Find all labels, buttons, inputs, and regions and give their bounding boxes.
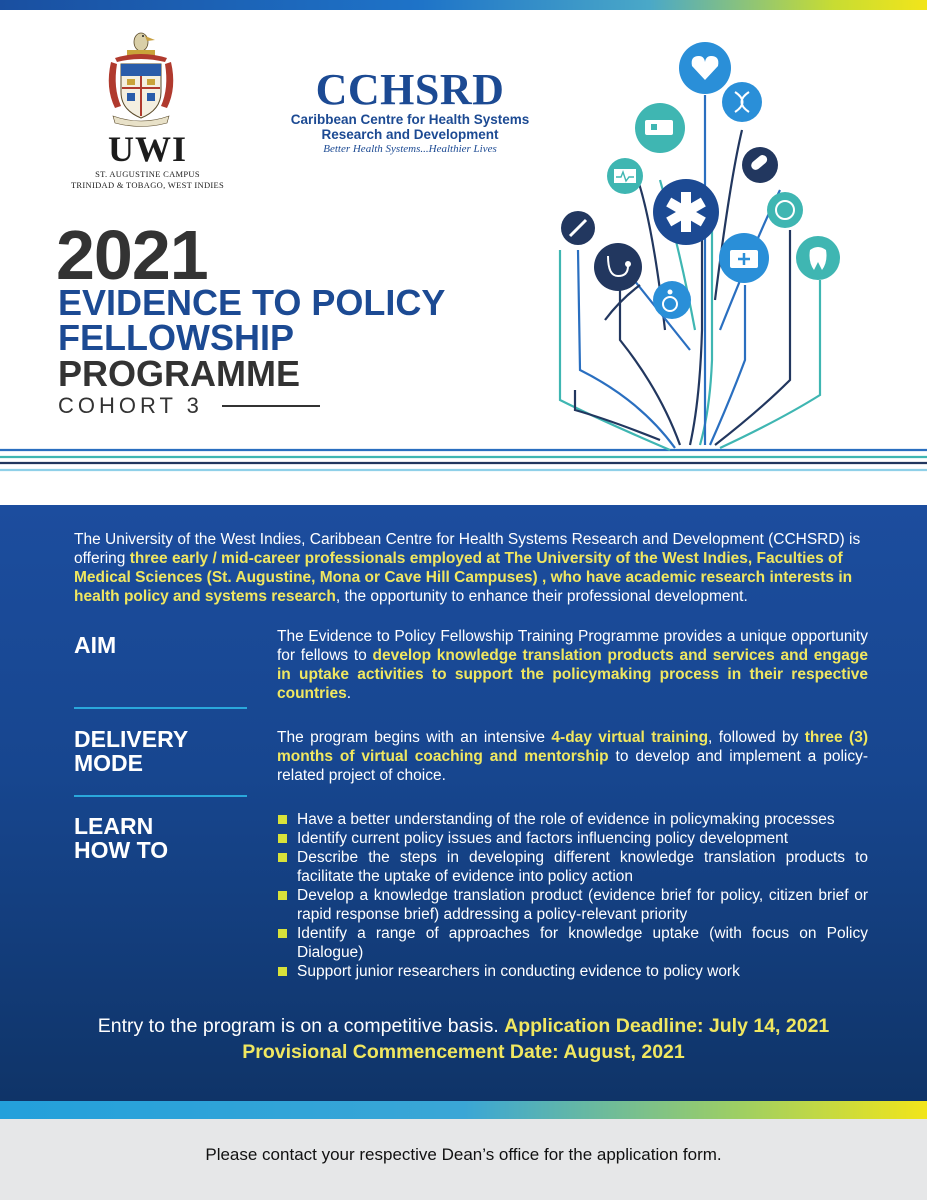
cohort-label: COHORT 3: [58, 393, 203, 418]
footer-contact-text: Please contact your respective Dean’s office for the application form.: [205, 1145, 722, 1164]
application-deadline: Application Deadline: July 14, 2021: [504, 1015, 830, 1037]
intro-paragraph: [74, 530, 869, 606]
bullet-square-icon: [278, 967, 287, 976]
first-aid-kit-icon: [719, 233, 769, 283]
entry-text: Entry to the program is on a competitive basis.: [97, 1015, 505, 1037]
learn-list: [277, 810, 868, 981]
medical-star-icon: [653, 179, 719, 245]
title-line-3: PROGRAMME: [58, 353, 300, 394]
bullet-square-icon: [278, 834, 287, 843]
entry-line1: [0, 1013, 927, 1039]
aim-divider: [74, 707, 247, 709]
learn-item-text: Identify a range of approaches for knowledge uptake (with focus on Policy Dialogue): [297, 925, 868, 961]
ambulance-icon: [635, 103, 685, 153]
aim-heading: AIM: [74, 632, 117, 658]
intro-text-start: The University of the West Indies, Caribbean Centre for Health Systems Research and Development (CCHSRD) is offering: [74, 531, 861, 567]
aim-text-end: .: [346, 685, 352, 702]
uwi-campus-line2: TRINIDAD & TOBAGO, WEST INDIES: [70, 180, 225, 190]
blood-pressure-icon: [767, 192, 803, 228]
top-gradient-bar: [0, 0, 927, 10]
delivery-highlight-2: three (3) months of virtual coaching and mentorship: [277, 729, 869, 765]
delivery-heading: [74, 727, 188, 775]
title-line-2: FELLOWSHIP: [58, 317, 294, 358]
wheelchair-icon: [653, 281, 691, 319]
list-item: [277, 924, 868, 962]
learn-item-text: Support junior researchers in conducting evidence to policy work: [297, 963, 740, 980]
list-item: [277, 810, 868, 829]
title-line-1: EVIDENCE TO POLICY: [58, 282, 446, 323]
list-item: [277, 886, 868, 924]
cchsrd-tagline: Better Health Systems...Healthier Lives: [323, 143, 497, 155]
bullet-square-icon: [278, 853, 287, 862]
delivery-text-1: The program begins with an intensive: [277, 729, 552, 746]
aim-text-start: The Evidence to Policy Fellowship Training Programme provides a unique opportunity for fellows to: [277, 628, 868, 664]
syringe-icon: [561, 211, 595, 245]
bullet-square-icon: [278, 891, 287, 900]
stethoscope-icon: [594, 243, 642, 291]
bottom-gradient-bar: [0, 1101, 927, 1119]
bullet-square-icon: [278, 815, 287, 824]
heart-icon: [679, 42, 731, 94]
delivery-highlight-1: 4-day virtual training: [551, 729, 709, 746]
commencement-date: Provisional Commencement Date: August, 2021: [242, 1041, 685, 1063]
pill-capsule-icon: [742, 147, 778, 183]
uwi-campus-line1: ST. AUGUSTINE CAMPUS: [95, 169, 200, 179]
learn-item-text: Develop a knowledge translation product (evidence brief for policy, citizen brief or rapid response brief) addressing a policy-relevant priority: [297, 887, 868, 923]
ecg-monitor-icon: [607, 158, 643, 194]
aim-paragraph: [277, 627, 868, 703]
aim-highlight: develop knowledge translation products and services and engage in uptake activities to support the policymaking process in their respective countries: [277, 647, 868, 702]
delivery-divider: [74, 795, 247, 797]
title-year: 2021: [56, 216, 208, 294]
list-item: [277, 829, 868, 848]
cohort-divider: [222, 405, 320, 407]
learn-heading: [74, 814, 168, 862]
uwi-wordmark: UWI: [107, 129, 187, 169]
delivery-text-2: , followed by: [708, 729, 805, 746]
dna-icon: [722, 82, 762, 122]
delivery-heading-line1: DELIVERY: [74, 726, 189, 752]
learn-item-text: Describe the steps in developing different knowledge translation products to facilitate the uptake of evidence into policy action: [297, 849, 868, 885]
intro-highlight: three early / mid-career professionals employed at The University of the West Indies, Faculties of Medical Sciences (St. Augustine, Mona or Cave Hill Campuses) , who have academic research interests in health policy and systems research: [74, 550, 853, 605]
delivery-heading-line2: MODE: [74, 750, 143, 776]
bullet-square-icon: [278, 929, 287, 938]
cchsrd-acronym: CCHSRD: [315, 65, 505, 114]
delivery-paragraph: [277, 728, 868, 785]
delivery-text-3: to develop and implement a policy-related project of choice.: [277, 748, 868, 784]
learn-heading-line2: HOW TO: [74, 837, 169, 863]
entry-info: [0, 1013, 927, 1065]
intro-text-end: , the opportunity to enhance their professional development.: [335, 588, 748, 605]
cchsrd-name-line2: Research and Development: [321, 127, 499, 142]
list-item: [277, 848, 868, 886]
list-item: [277, 962, 868, 981]
learn-item-text: Have a better understanding of the role of evidence in policymaking processes: [297, 811, 835, 828]
learn-item-text: Identify current policy issues and factors influencing policy development: [297, 830, 789, 847]
tooth-icon: [796, 236, 840, 280]
learn-heading-line1: LEARN: [74, 813, 154, 839]
cchsrd-name-line1: Caribbean Centre for Health Systems: [290, 112, 530, 127]
